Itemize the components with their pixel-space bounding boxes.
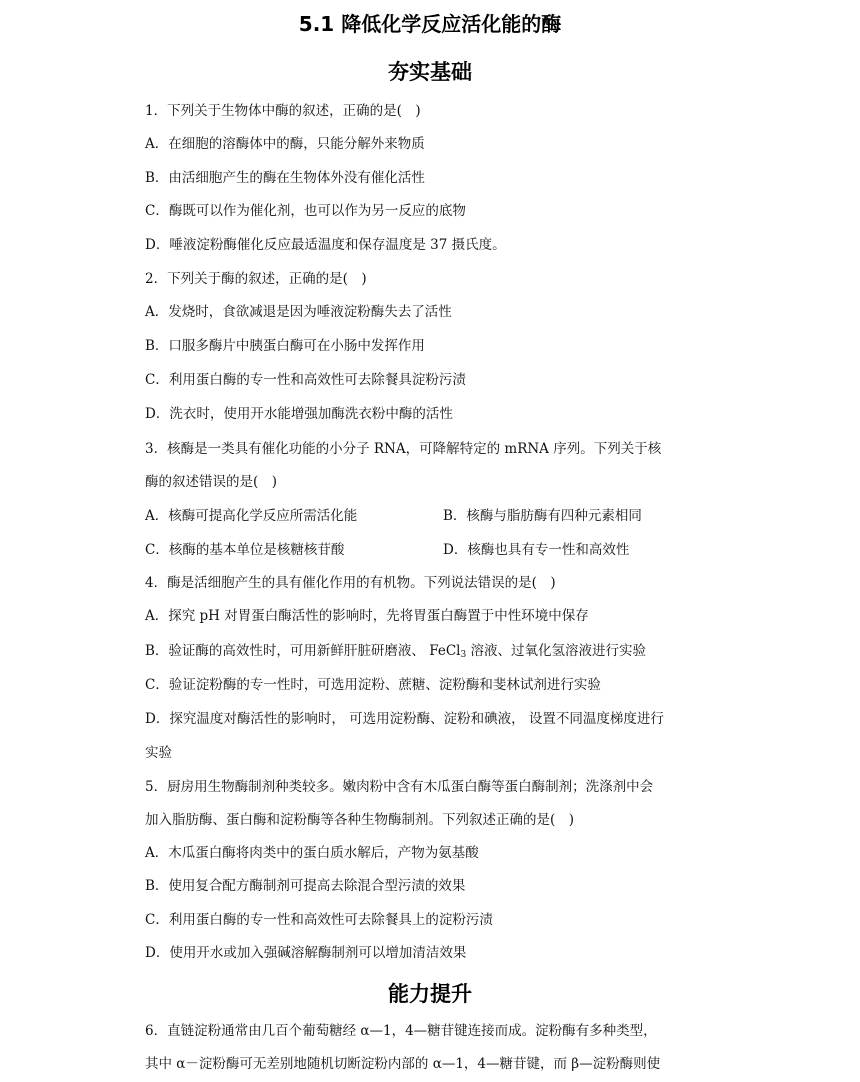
- question-5-option-c: C．利用蛋白酶的专一性和高效性可去除餐具上的淀粉污渍: [145, 912, 493, 928]
- question-6-stem-line-2: 其中 α－淀粉酶可无差别地随机切断淀粉内部的 α—1，4—糖苷键，而 β—淀粉酶则使: [145, 1056, 661, 1072]
- question-2-option-c: C．利用蛋白酶的专一性和高效性可去除餐具淀粉污渍: [145, 372, 466, 388]
- page-title: 5.1 降低化学反应活化能的酶: [298, 12, 562, 36]
- question-3-stem-line-2: 酶的叙述错误的是( ): [145, 474, 278, 490]
- question-1-stem: 1．下列关于生物体中酶的叙述，正确的是( ): [145, 103, 421, 119]
- question-1-option-a: A．在细胞的溶酶体中的酶，只能分解外来物质: [145, 136, 425, 152]
- question-5-option-a: A．木瓜蛋白酶将肉类中的蛋白质水解后，产物为氨基酸: [145, 845, 479, 861]
- question-1-option-c: C．酶既可以作为催化剂，也可以作为另一反应的底物: [145, 203, 466, 219]
- question-2-option-d: D．洗衣时，使用开水能增强加酶洗衣粉中酶的活性: [145, 406, 453, 422]
- question-5-stem-line-2: 加入脂肪酶、蛋白酶和淀粉酶等各种生物酶制剂。下列叙述正确的是( ): [145, 812, 575, 828]
- question-3-option-a: A．核酶可提高化学反应所需活化能: [145, 508, 358, 524]
- question-1-option-d: D．唾液淀粉酶催化反应最适温度和保存温度是 37 摄氏度。: [145, 237, 506, 253]
- question-6-stem-line-1: 6．直链淀粉通常由几百个葡萄糖经 α—1，4—糖苷键连接而成。淀粉酶有多种类型，: [145, 1023, 657, 1039]
- question-2-option-b: B．口服多酶片中胰蛋白酶可在小肠中发挥作用: [145, 338, 425, 354]
- question-1-option-b: B．由活细胞产生的酶在生物体外没有催化活性: [145, 170, 425, 186]
- question-3-option-d: D．核酶也具有专一性和高效性: [443, 542, 630, 558]
- question-4-option-b: [145, 641, 646, 665]
- question-4-option-b-text-1: B．验证酶的高效性时，可用新鲜肝脏研磨液、 FeCl: [145, 643, 461, 659]
- question-4-option-d-line-1: D．探究温度对酶活性的影响时， 可选用淀粉酶、淀粉和碘液， 设置不同温度梯度进行: [145, 711, 664, 727]
- question-4-stem: 4．酶是活细胞产生的具有催化作用的有机物。下列说法错误的是( ): [145, 575, 556, 591]
- question-4-option-a: A．探究 pH 对胃蛋白酶活性的影响时，先将胃蛋白酶置于中性环境中保存: [145, 608, 589, 624]
- question-5-option-d: D．使用开水或加入强碱溶解酶制剂可以增加清洁效果: [145, 945, 467, 961]
- question-5-stem-line-1: 5．厨房用生物酶制剂种类较多。嫩肉粉中含有木瓜蛋白酶等蛋白酶制剂；洗涤剂中会: [145, 779, 654, 795]
- question-3-option-b: B．核酶与脂肪酶有四种元素相同: [443, 508, 642, 524]
- question-4-option-b-subscript: 3: [460, 650, 467, 660]
- question-4-option-b-text-2: 溶液、过氧化氢溶液进行实验: [466, 643, 647, 659]
- question-4-option-c: C．验证淀粉酶的专一性时，可选用淀粉、蔗糖、淀粉酶和斐林试剂进行实验: [145, 677, 601, 693]
- section-heading-basic: 夯实基础: [388, 60, 472, 84]
- question-3-stem-line-1: 3．核酶是一类具有催化功能的小分子 RNA，可降解特定的 mRNA 序列。下列关于核: [145, 441, 662, 457]
- question-5-option-b: B．使用复合配方酶制剂可提高去除混合型污渍的效果: [145, 878, 466, 894]
- question-3-option-c: C．核酶的基本单位是核糖核苷酸: [145, 542, 345, 558]
- question-2-stem: 2．下列关于酶的叙述，正确的是( ): [145, 271, 367, 287]
- question-4-option-d-line-2: 实验: [145, 745, 172, 761]
- question-2-option-a: A．发烧时，食欲减退是因为唾液淀粉酶失去了活性: [145, 304, 452, 320]
- section-heading-advanced: 能力提升: [388, 982, 472, 1006]
